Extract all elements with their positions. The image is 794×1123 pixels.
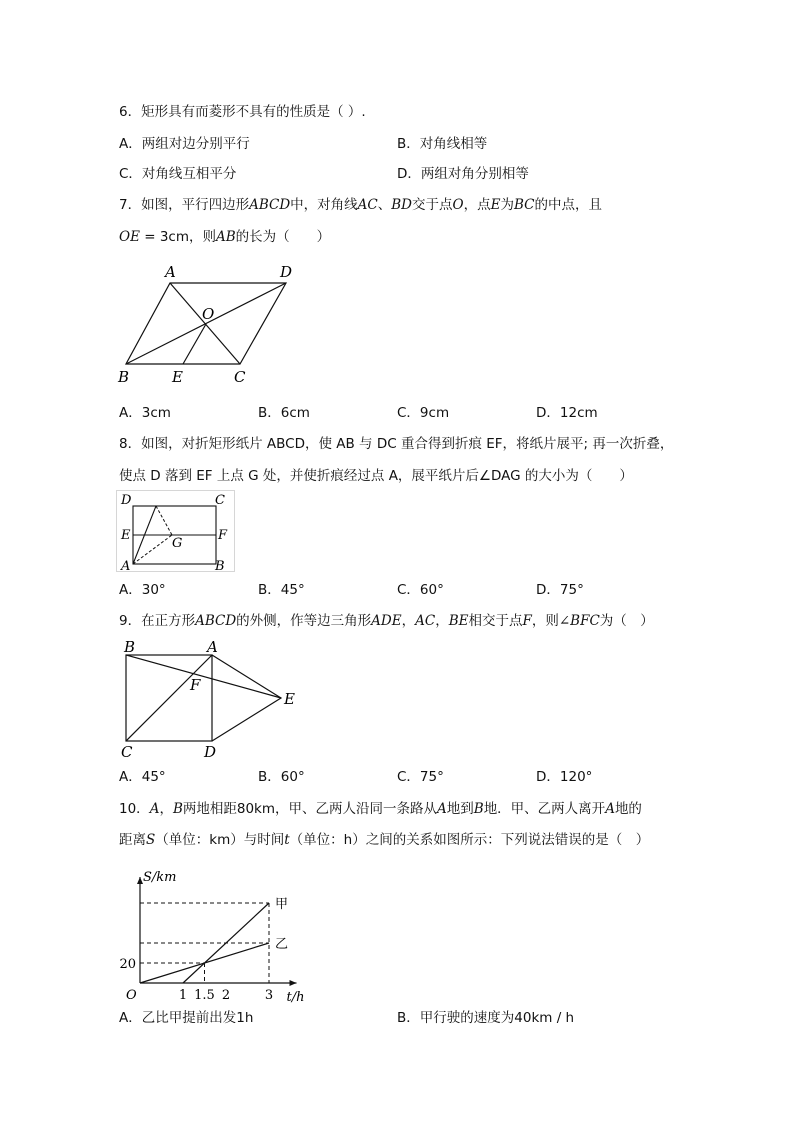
q8-rectangle-figure: [116, 490, 236, 572]
q9-option-d: D．120°: [536, 769, 593, 785]
q7-text: 中，对角线: [290, 197, 358, 213]
q7-text: ，点: [463, 197, 491, 213]
q7-text: AB: [216, 229, 236, 245]
q10-stem-line2: [119, 831, 649, 849]
q7-option-d: D．12cm: [536, 405, 598, 421]
q7-text: 为: [500, 197, 514, 213]
q10-text: t: [284, 832, 290, 848]
q9-option-c: C．75°: [397, 769, 444, 785]
q7-parallelogram-figure: [110, 258, 310, 390]
q8-stem-line2: 使点 D 落到 EF 上点 G 处，并使折痕经过点 A，展平纸片后∠DAG 的大小为（ ）: [119, 468, 633, 484]
q7-text: 、: [377, 197, 392, 213]
q7-text: O: [452, 197, 464, 213]
x-tick-label-0: 1: [178, 988, 188, 1003]
q7-label-b: B: [118, 368, 130, 386]
q7-segment-oe: [183, 324, 206, 364]
q8-label-g: G: [172, 536, 183, 551]
q9-label-e: E: [284, 690, 295, 708]
q7-text: 交于点: [412, 197, 453, 213]
q9-label-c: C: [121, 743, 133, 761]
q10-text: 地到: [446, 801, 474, 817]
q10-option-b: B．甲行驶的速度为40km / h: [397, 1010, 575, 1026]
q10-text: A: [605, 801, 615, 817]
q7-text: ABCD: [249, 197, 291, 213]
q7-option-a: A．3cm: [119, 405, 171, 421]
q7-text: BD: [391, 197, 413, 213]
q9-stem: [119, 612, 654, 630]
q10-text: ，: [159, 801, 173, 817]
q7-label-a: A: [165, 263, 176, 281]
q8-option-b: B．45°: [258, 582, 305, 598]
q10-stem-line1: [119, 800, 642, 818]
q10-distance-time-chart: [110, 852, 310, 1005]
x-axis-label: t/h: [286, 990, 305, 1005]
q7-label-e: E: [172, 368, 183, 386]
q7-label-d: D: [280, 263, 293, 281]
q9-square-figure: [110, 636, 310, 764]
q8-option-a: A．30°: [119, 582, 166, 598]
q9-option-b: B．60°: [258, 769, 305, 785]
q8-label-b: B: [215, 559, 225, 574]
q8-option-c: C．60°: [397, 582, 444, 598]
q9-label-a: A: [207, 638, 218, 656]
q7-stem-line1: [119, 196, 602, 214]
y-tick-label-0: 20: [119, 957, 136, 972]
q9-text: ，: [401, 613, 416, 629]
q8-label-f: F: [218, 528, 228, 543]
q7-text: E: [490, 197, 501, 213]
q9-text: ，则: [531, 613, 559, 629]
q10-text: 距离: [119, 832, 146, 848]
q9-equilateral-triangle: [212, 655, 281, 741]
q8-dashed-fold: [156, 506, 172, 535]
q7-text: BC: [513, 197, 535, 213]
q9-text: ∠BFC: [558, 613, 600, 629]
q7-stem-line2: [119, 228, 330, 246]
q9-text: ，: [435, 613, 449, 629]
x-tick-label-3: 3: [264, 988, 274, 1003]
q7-text: 7．如图，平行四边形: [119, 197, 250, 213]
q10-text: A: [149, 801, 160, 817]
q10-text: （单位：km）与时间: [155, 832, 285, 848]
q6-option-a: A．两组对边分别平行: [119, 136, 250, 152]
q10-text: S: [146, 832, 156, 848]
q9-label-f: F: [190, 676, 201, 694]
q7-text: 的中点，且: [534, 197, 602, 213]
q9-text: BE: [448, 613, 469, 629]
x-tick-label-1: 1.5: [194, 988, 215, 1003]
q9-label-d: D: [204, 743, 217, 761]
q9-text: F: [522, 613, 532, 629]
q9-text: 为（ ）: [599, 613, 654, 629]
series-line-0: [183, 903, 269, 983]
q6-stem: 6．矩形具有而菱形不具有的性质是（ ）.: [119, 104, 366, 120]
series-label-1: 乙: [275, 937, 289, 952]
q6-option-b: B．对角线相等: [397, 136, 488, 152]
q7-label-o: O: [202, 305, 215, 323]
q9-text: ADE: [371, 613, 402, 629]
q7-text: = 3cm，则: [139, 229, 216, 245]
q9-text: 的外侧，作等边三角形: [236, 613, 372, 629]
q10-option-a: A．乙比甲提前出发1h: [119, 1010, 254, 1026]
q9-text: 9．在正方形: [119, 613, 196, 629]
q9-text: AC: [415, 613, 436, 629]
q9-label-b: B: [124, 638, 136, 656]
q10-text: B: [172, 801, 183, 817]
q9-diagonal-ac: [126, 655, 212, 741]
q7-text: OE: [119, 229, 140, 245]
q7-option-b: B．6cm: [258, 405, 310, 421]
q8-label-a: A: [121, 559, 131, 574]
q6-option-d: D．两组对角分别相等: [397, 166, 529, 182]
series-label-0: 甲: [275, 897, 289, 912]
q7-text: 的长为（ ）: [235, 229, 331, 245]
q8-label-c: C: [215, 493, 225, 508]
y-axis-label: S/km: [143, 870, 177, 885]
q10-text: 地．甲、乙两人离开: [483, 801, 606, 817]
q10-text: B: [473, 801, 484, 817]
origin-label: O: [126, 988, 137, 1003]
q10-text: 10．: [119, 801, 150, 817]
q7-text: AC: [357, 197, 378, 213]
x-tick-label-2: 2: [221, 988, 231, 1003]
q9-text: 相交于点: [468, 613, 523, 629]
q9-segment-be: [126, 655, 281, 698]
q8-label-e: E: [121, 528, 131, 543]
q8-option-d: D．75°: [536, 582, 584, 598]
q10-text: 地的: [614, 801, 642, 817]
q9-text: ABCD: [195, 613, 237, 629]
q7-diagonal-bd: [126, 283, 286, 364]
q7-option-c: C．9cm: [397, 405, 450, 421]
q7-label-c: C: [234, 368, 246, 386]
q8-label-d: D: [121, 493, 132, 508]
q10-text: （单位：h）之间的关系如图所示：下列说法错误的是（ ）: [289, 832, 650, 848]
x-axis-arrow: [290, 980, 297, 986]
q9-option-a: A．45°: [119, 769, 166, 785]
q10-text: 两地相距80km，甲、乙两人沿同一条路从: [182, 801, 438, 817]
q10-text: A: [437, 801, 447, 817]
q6-option-c: C．对角线互相平分: [119, 166, 237, 182]
q8-stem-line1: 8．如图，对折矩形纸片 ABCD，使 AB 与 DC 重合得到折痕 EF，将纸片展平; 再一次折叠，: [119, 436, 674, 452]
